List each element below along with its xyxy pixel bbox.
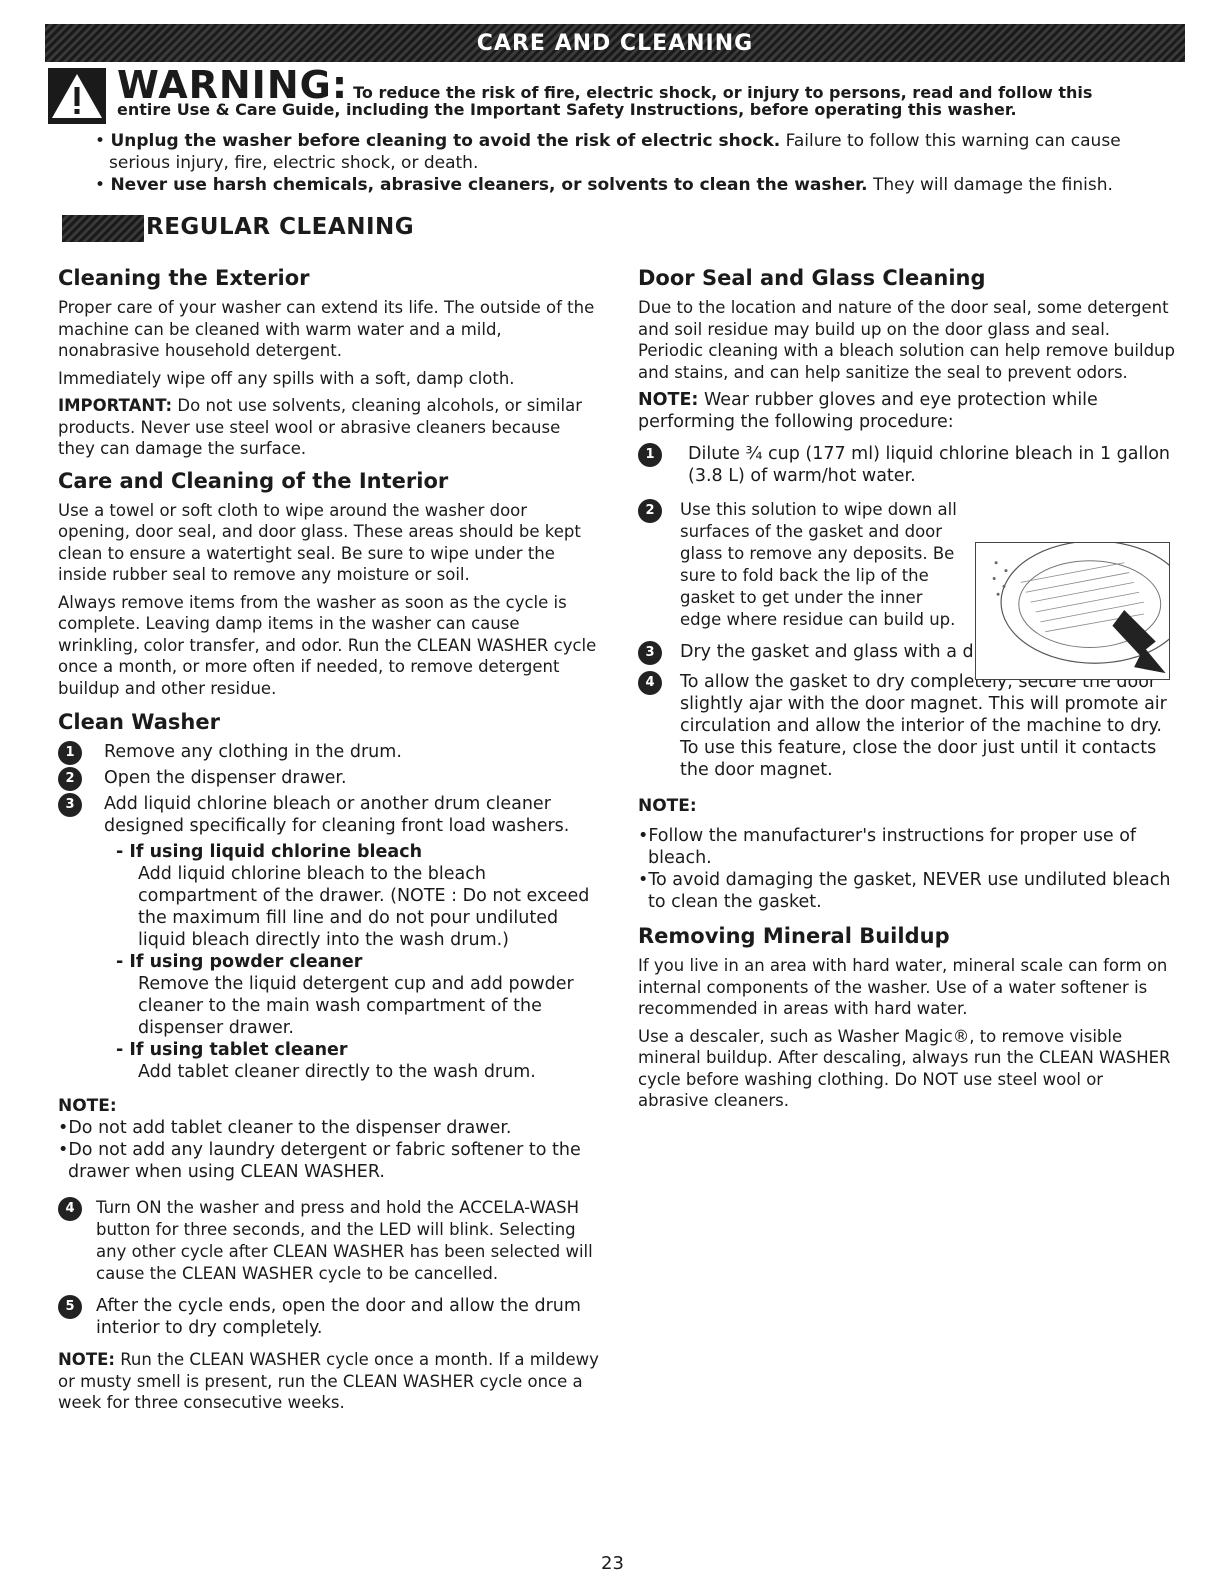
warning-text-2: entire Use & Care Guide, including the Important Safety Instructions, before operating this washer. bbox=[117, 100, 1017, 119]
sub-option-text: Add liquid chlorine bleach to the bleach compartment of the drawer. (NOTE : Do not exceed the maximum fill line and do not pour undiluted liquid bleach directly into the wash drum.) bbox=[138, 864, 590, 950]
step-text: To allow the gasket to dry completely, secure the door slightly ajar with the door magnet. This will promote air circulation and allow the interior of the machine to dry. To use this feature, close the door just until it contacts the door magnet. bbox=[680, 672, 1167, 780]
door-step bbox=[638, 671, 1178, 781]
gasket-illustration bbox=[975, 542, 1170, 680]
exterior-heading: Cleaning the Exterior bbox=[58, 266, 310, 290]
banner-title: CARE AND CLEANING bbox=[476, 30, 754, 56]
warning-word: WARNING: bbox=[117, 63, 349, 107]
step-text: Dilute ¾ cup (177 ml) liquid chlorine bleach in 1 gallon (3.8 L) of warm/hot water. bbox=[688, 444, 1171, 486]
step-number-icon: 2 bbox=[638, 499, 662, 523]
step-number-icon: 1 bbox=[58, 741, 82, 765]
clean-step bbox=[58, 1295, 600, 1339]
step-number-icon: 1 bbox=[638, 443, 662, 467]
sub-option bbox=[58, 1039, 600, 1083]
warning-bullet: • Never use harsh chemicals, abrasive cleaners, or solvents to clean the washer. They will damage the finish. bbox=[95, 175, 1113, 195]
warning-bullet: • Unplug the washer before cleaning to avoid the risk of electric shock. Failure to follow this warning can cause serious injury, fire, electric shock, or death. bbox=[95, 131, 1121, 173]
important-label: IMPORTANT: bbox=[58, 396, 173, 415]
sub-option-text: Add tablet cleaner directly to the wash drum. bbox=[138, 1062, 536, 1082]
door-note-label: NOTE: bbox=[638, 390, 699, 410]
final-note-label: NOTE: bbox=[58, 1350, 115, 1369]
note-item: •Follow the manufacturer's instructions for proper use of bleach. bbox=[638, 826, 1137, 868]
door-step bbox=[638, 499, 968, 631]
sub-option-heading: - If using powder cleaner bbox=[116, 952, 363, 972]
sub-option bbox=[58, 841, 600, 951]
final-note-text: Run the CLEAN WASHER cycle once a month. If a mildewy or musty smell is present, run the CLEAN WASHER cycle once a week for three consecutive weeks. bbox=[58, 1350, 599, 1412]
step-number-icon: 3 bbox=[58, 793, 82, 817]
exterior-p2: Immediately wipe off any spills with a soft, damp cloth. bbox=[58, 368, 515, 388]
clean-step bbox=[58, 793, 600, 837]
note-item: •To avoid damaging the gasket, NEVER use undiluted bleach to clean the gasket. bbox=[638, 870, 1171, 912]
mineral-p2: Use a descaler, such as Washer Magic®, to remove visible mineral buildup. After descaling, always run the CLEAN WASHER cycle before washing clothing. Do NOT use steel wool or abrasive cleaners. bbox=[638, 1026, 1171, 1110]
note-label: NOTE: bbox=[58, 1096, 117, 1116]
sub-option bbox=[58, 951, 600, 1039]
exterior-p1: Proper care of your washer can extend its life. The outside of the machine can be cleaned with warm water and a mild, nonabrasive household detergent. bbox=[58, 298, 595, 360]
step-text: After the cycle ends, open the door and allow the drum interior to dry completely. bbox=[96, 1296, 581, 1338]
door-p1: Due to the location and nature of the door seal, some detergent and soil residue may build up on the door glass and seal. Periodic cleaning with a bleach solution can help remove buildup and stains, and can help sanitize the seal to prevent odors. bbox=[638, 298, 1175, 382]
mineral-heading: Removing Mineral Buildup bbox=[638, 924, 950, 948]
step-text: Dry the gasket and glass with a dry cloth. bbox=[680, 642, 1046, 662]
sub-option-heading: - If using liquid chlorine bleach bbox=[116, 842, 423, 862]
step-number-icon: 2 bbox=[58, 767, 82, 791]
final-note bbox=[58, 1349, 600, 1414]
bullet-bold: Unplug the washer before cleaning to avoid the risk of electric shock. bbox=[110, 131, 781, 151]
door-note bbox=[638, 389, 1178, 433]
door-step bbox=[638, 443, 1178, 487]
section-marker bbox=[62, 215, 144, 242]
clean-step bbox=[58, 1197, 600, 1285]
door-note2-label: NOTE: bbox=[638, 796, 697, 816]
door-seal-heading: Door Seal and Glass Cleaning bbox=[638, 266, 986, 290]
bullet-text: Failure to follow this warning can cause serious injury, fire, electric shock, or death. bbox=[109, 131, 1121, 173]
page-number: 23 bbox=[601, 1553, 624, 1574]
important-text: Do not use solvents, cleaning alcohols, or similar products. Never use steel wool or abrasive cleaners because they can damage the surface. bbox=[58, 396, 583, 458]
clean-step bbox=[58, 741, 600, 763]
bullet-text: They will damage the finish. bbox=[867, 175, 1113, 195]
step-text: Remove any clothing in the drum. bbox=[104, 742, 402, 762]
clean-step bbox=[58, 767, 600, 789]
interior-p2: Always remove items from the washer as soon as the cycle is complete. Leaving damp items in the washer can cause wrinkling, color transfer, and odor. Run the CLEAN WASHER cycle once a month, or more often if needed, to remove detergent buildup and other residue. bbox=[58, 592, 597, 698]
step-text: Turn ON the washer and press and hold the ACCELA-WASH button for three seconds, and the LED will blink. Selecting any other cycle after CLEAN WASHER has been selected will cause the CLEAN WASHER cycle to be cancelled. bbox=[96, 1198, 593, 1283]
warning-triangle-icon bbox=[48, 68, 106, 124]
step-number-icon: 4 bbox=[638, 671, 662, 695]
sub-option-text: Remove the liquid detergent cup and add powder cleaner to the main wash compartment of the dispenser drawer. bbox=[138, 974, 574, 1038]
section-title: REGULAR CLEANING bbox=[146, 214, 415, 240]
step-number-icon: 4 bbox=[58, 1197, 82, 1221]
note-item: •Do not add any laundry detergent or fabric softener to the drawer when using CLEAN WASHER. bbox=[58, 1140, 581, 1182]
bullet-bold: Never use harsh chemicals, abrasive cleaners, or solvents to clean the washer. bbox=[110, 175, 868, 195]
interior-heading: Care and Cleaning of the Interior bbox=[58, 468, 449, 493]
step-text: Open the dispenser drawer. bbox=[104, 768, 347, 788]
sub-option-heading: - If using tablet cleaner bbox=[116, 1040, 348, 1060]
interior-p1: Use a towel or soft cloth to wipe around the washer door opening, door seal, and door glass. These areas should be kept clean to ensure a watertight seal. Be sure to wipe under the inside rubber seal to remove any moisture or soil. bbox=[58, 500, 581, 584]
right-column bbox=[638, 265, 1178, 1118]
exterior-important bbox=[58, 395, 600, 460]
note-item: •Do not add tablet cleaner to the dispenser drawer. bbox=[58, 1118, 512, 1138]
step-number-icon: 3 bbox=[638, 641, 662, 665]
step-text: Add liquid chlorine bleach or another drum cleaner designed specifically for cleaning front load washers. bbox=[104, 794, 570, 836]
step-number-icon: 5 bbox=[58, 1295, 82, 1319]
mineral-p1: If you live in an area with hard water, mineral scale can form on internal components of the washer. Use of a water softener is recommended in areas with hard water. bbox=[638, 956, 1168, 1018]
warning-text-1: To reduce the risk of fire, electric shock, or injury to persons, read and follow this bbox=[353, 83, 1093, 102]
door-note-text: Wear rubber gloves and eye protection while performing the following procedure: bbox=[638, 390, 1098, 432]
header-banner bbox=[45, 24, 1185, 62]
left-column bbox=[58, 265, 600, 1420]
clean-washer-heading: Clean Washer bbox=[58, 710, 220, 734]
warning-bullets bbox=[95, 130, 1155, 196]
step-text: Use this solution to wipe down all surfaces of the gasket and door glass to remove any deposits. Be sure to fold back the lip of the gasket to get under the inner edge where residue can build up. bbox=[680, 500, 957, 629]
